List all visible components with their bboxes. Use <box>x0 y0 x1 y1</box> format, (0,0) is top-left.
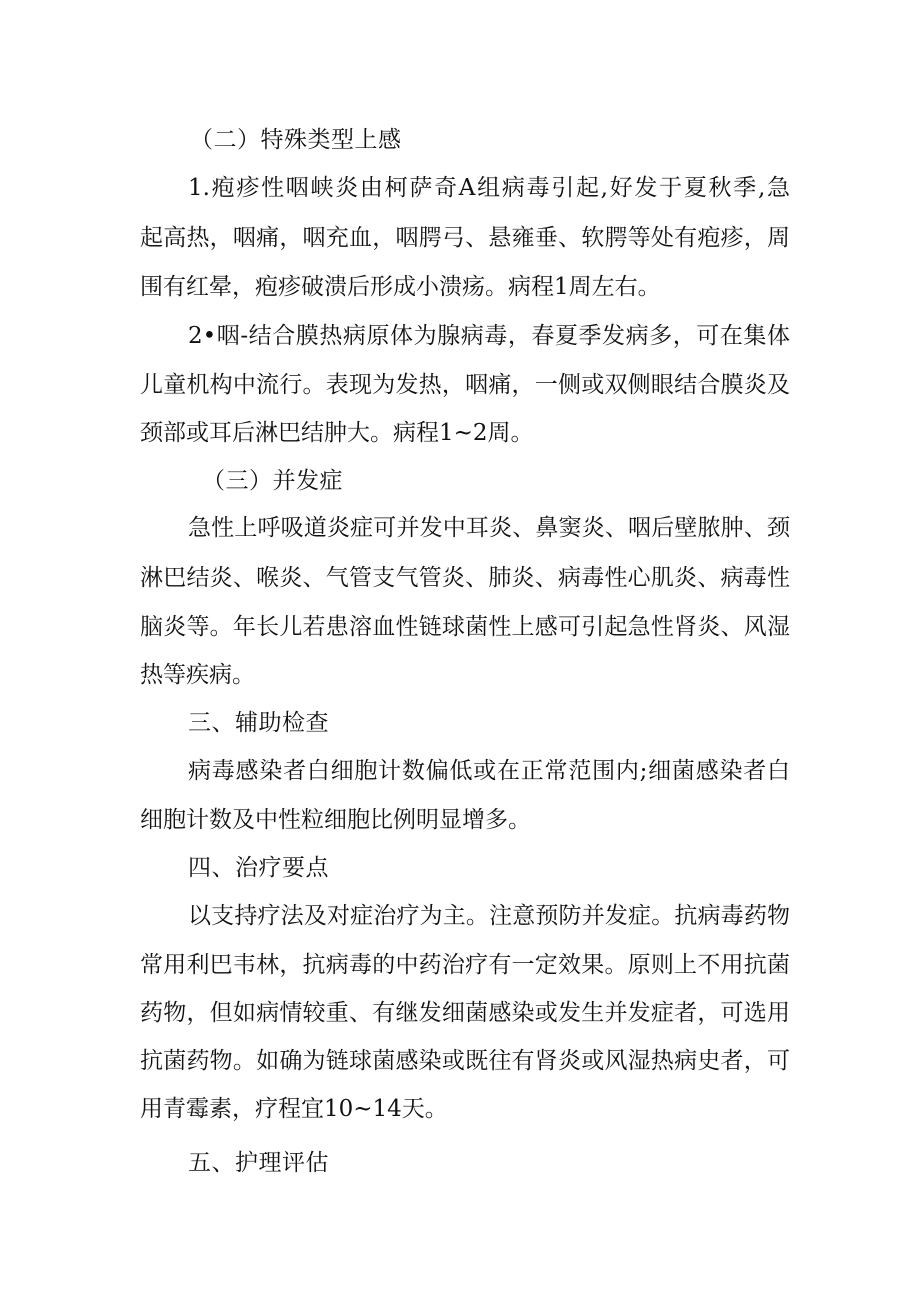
paragraph-line: 1.疱疹性咽峡炎由柯萨奇A组病毒引起,好发于夏秋季,急 <box>188 175 790 201</box>
paragraph-line: 常用利巴韦林，抗病毒的中药治疗有一定效果。原则上不用抗菌 <box>140 952 790 978</box>
paragraph-line: 围有红晕，疱疹破溃后形成小溃疡。病程1周左右。 <box>140 274 661 300</box>
heading-auxiliary-exam: 三、辅助检查 <box>188 710 329 736</box>
paragraph-line: 2•咽-结合膜热病原体为腺病毒，春夏季发病多，可在集体 <box>188 323 790 349</box>
paragraph-line: 热等疾病。 <box>140 662 255 688</box>
paragraph-line: 用青霉素，疗程宜10~14天。 <box>140 1096 448 1122</box>
paragraph-line: 药物，但如病情较重、有继发细菌感染或发生并发症者，可选用 <box>140 1000 790 1026</box>
heading-special-types: （二）特殊类型上感 <box>190 127 402 153</box>
paragraph-line: 细胞计数及中性粒细胞比例明显增多。 <box>140 807 531 833</box>
paragraph-line: 起高热，咽痛，咽充血，咽腭弓、悬雍垂、软腭等处有疱疹，周 <box>140 225 790 251</box>
heading-treatment: 四、治疗要点 <box>188 855 329 881</box>
paragraph-line: 抗菌药物。如确为链球菌感染或既往有肾炎或风湿热病史者，可 <box>140 1048 790 1074</box>
paragraph-line: 病毒感染者白细胞计数偏低或在正常范围内;细菌感染者白 <box>188 758 790 784</box>
heading-nursing-assessment: 五、护理评估 <box>188 1150 329 1176</box>
paragraph-line: 以支持疗法及对症治疗为主。注意预防并发症。抗病毒药物 <box>188 903 790 929</box>
heading-complications: （三）并发症 <box>202 468 343 494</box>
paragraph-line: 淋巴结炎、喉炎、气管支气管炎、肺炎、病毒性心肌炎、病毒性 <box>140 565 790 591</box>
paragraph-line: 急性上呼吸道炎症可并发中耳炎、鼻窦炎、咽后壁脓肿、颈 <box>188 515 790 541</box>
paragraph-line: 颈部或耳后淋巴结肿大。病程1~2周。 <box>140 420 534 446</box>
paragraph-line: 儿童机构中流行。表现为发热，咽痛，一侧或双侧眼结合膜炎及 <box>140 372 790 398</box>
paragraph-line: 脑炎等。年长儿若患溶血性链球菌性上感可引起急性肾炎、风湿 <box>140 614 790 640</box>
